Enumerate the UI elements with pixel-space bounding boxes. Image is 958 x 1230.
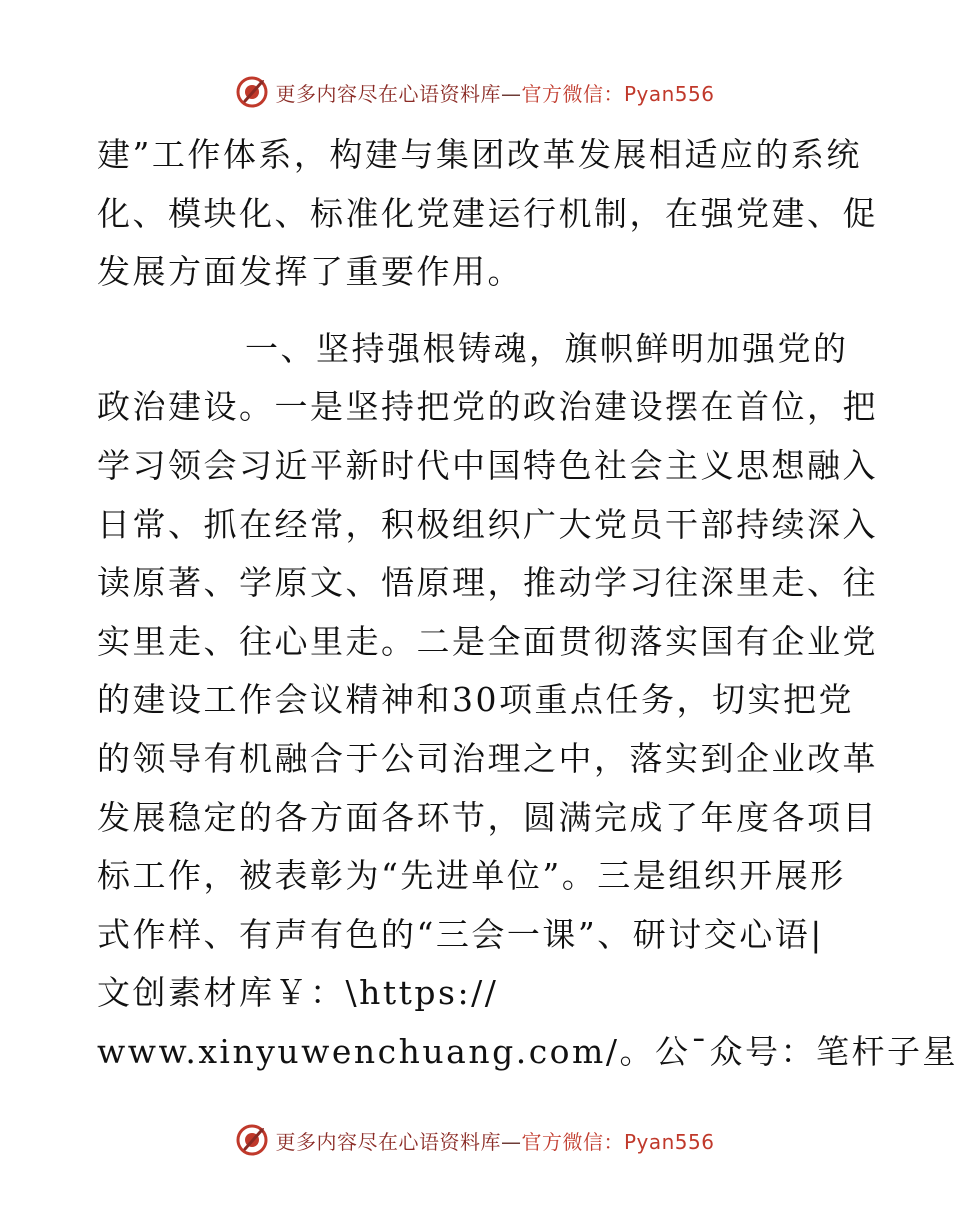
text-line: 化、模块化、标准化党建运行机制，在强党建、促 bbox=[97, 193, 878, 233]
text-line: www.xinyuwenchuang.com/。公¯众号：笔杆子星 bbox=[97, 1031, 958, 1071]
paragraph-1 bbox=[97, 126, 878, 302]
text-line: 发展方面发挥了重要作用。 bbox=[97, 252, 523, 292]
header-banner bbox=[0, 72, 950, 112]
text-line: 读原著、学原文、悟原理，推动学习往深里走、往 bbox=[97, 563, 878, 603]
footer-banner-text bbox=[275, 1126, 714, 1155]
header-banner-text bbox=[275, 78, 714, 107]
text-line: 文创素材库￥：\https:// bbox=[97, 973, 499, 1013]
header-banner-main: 更多内容尽在心语资料库 bbox=[275, 81, 501, 106]
text-line: 学习领会习近平新时代中国特色社会主义思想融入 bbox=[97, 445, 878, 485]
text-line: 式作样、有声有色的“三会一课”、研讨交心语| bbox=[97, 914, 824, 954]
header-banner-separator: — bbox=[500, 81, 522, 106]
brand-logo-icon bbox=[235, 1123, 269, 1157]
brand-logo-icon bbox=[235, 75, 269, 109]
footer-banner bbox=[0, 1120, 950, 1160]
paragraph-2 bbox=[97, 320, 958, 1082]
footer-banner-main: 更多内容尽在心语资料库 bbox=[275, 1129, 501, 1154]
text-line: 政治建设。一是坚持把党的政治建设摆在首位，把 bbox=[97, 387, 878, 427]
text-line: 标工作，被表彰为“先进单位”。三是组织开展形 bbox=[97, 856, 846, 896]
footer-banner-separator: — bbox=[500, 1129, 522, 1154]
section-heading-line: 一、坚持强根铸魂，旗帜鲜明加强党的 bbox=[245, 328, 849, 368]
text-line: 的领导有机融合于公司治理之中，落实到企业改革 bbox=[97, 738, 878, 778]
text-line: 实里走、往心里走。二是全面贯彻落实国有企业党 bbox=[97, 621, 878, 661]
text-line: 日常、抓在经常，积极组织广大党员干部持续深入 bbox=[97, 504, 878, 544]
header-banner-wechat: 官方微信：Pyan556 bbox=[521, 81, 715, 106]
text-line: 建”工作体系，构建与集团改革发展相适应的系统 bbox=[97, 135, 862, 174]
text-line: 的建设工作会议精神和30项重点任务，切实把党 bbox=[97, 680, 854, 720]
footer-banner-wechat: 官方微信：Pyan556 bbox=[521, 1129, 715, 1154]
text-line: 发展稳定的各方面各环节，圆满完成了年度各项目 bbox=[97, 797, 878, 837]
document-body bbox=[97, 126, 958, 1082]
